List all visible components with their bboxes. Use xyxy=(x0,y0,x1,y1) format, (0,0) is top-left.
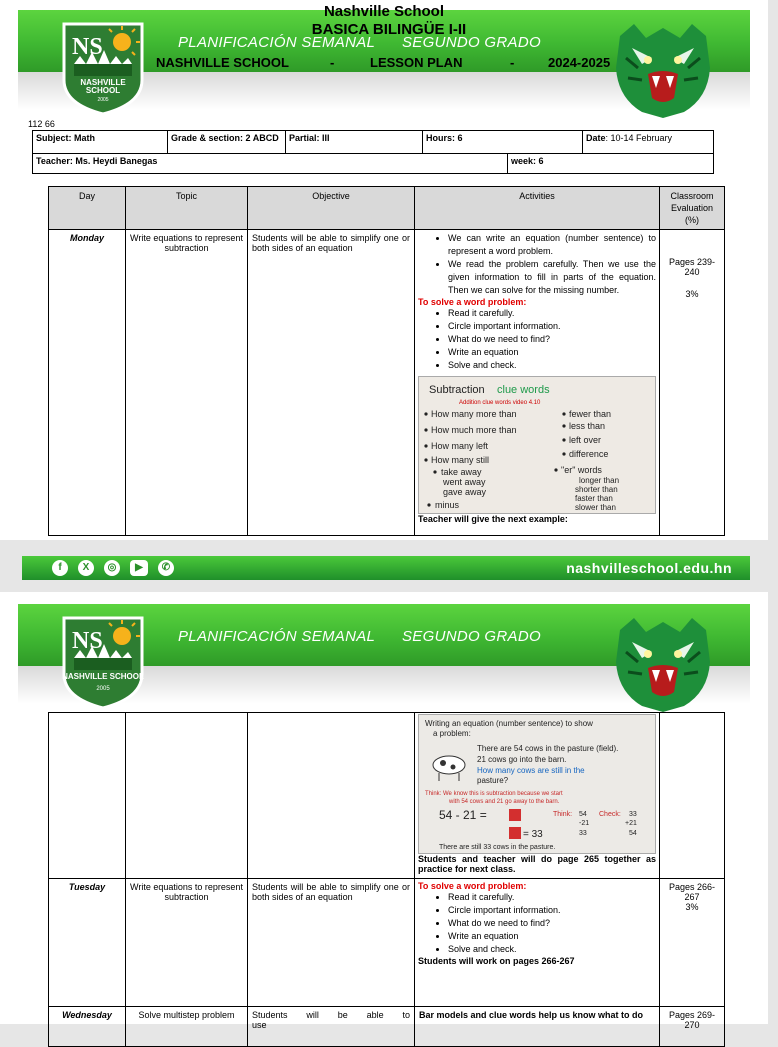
school-logo-icon xyxy=(58,20,148,116)
table-row-wednesday xyxy=(49,1007,725,1047)
eq-v3: 33 xyxy=(579,830,587,837)
date-cell xyxy=(582,131,715,153)
clue-left-6: gave away xyxy=(443,487,487,497)
teacher-cell: Teacher: Ms. Heydi Banegas xyxy=(36,156,158,166)
word-problem-title: To solve a word problem: xyxy=(418,881,527,891)
clue-right-7: faster than xyxy=(575,494,613,503)
eval-pct-monday: 3% xyxy=(685,289,699,299)
eq-result: = 33 xyxy=(523,829,543,840)
website-url[interactable]: nashvilleschool.edu.hn xyxy=(566,560,732,576)
subject-cell: Subject: Math xyxy=(36,133,96,143)
eq-c1: 33 xyxy=(629,811,637,818)
planificacion-title: PLANIFICACIÓN SEMANAL xyxy=(178,34,376,51)
clue-left-5: went away xyxy=(443,477,486,487)
word-problem-title: To solve a word problem: xyxy=(418,297,527,307)
eq-line-2: a problem: xyxy=(433,729,471,738)
list-item: • Read it carefully. xyxy=(448,891,656,904)
evaluation-empty xyxy=(660,713,725,879)
list-item: • Solve and check. xyxy=(448,359,656,372)
eq-expression: 54 - 21 = xyxy=(439,808,487,822)
eq-problem-2: 21 cows go into the barn. xyxy=(477,755,567,764)
eq-problem-1: There are 54 cows in the pasture (field). xyxy=(477,744,619,753)
table-row-monday xyxy=(49,230,725,536)
objective-empty xyxy=(248,713,415,879)
footer-bar xyxy=(22,556,750,580)
objective-wednesday: Students will be able to use xyxy=(248,1007,415,1047)
document-code: 112 66 xyxy=(28,119,55,129)
eval-pages-wednesday: Pages 269-270 xyxy=(660,1007,725,1047)
table-row-tuesday xyxy=(49,879,725,1007)
clue-left-4: take away xyxy=(441,467,482,477)
list-item: • We can write an equation (number sentence) to represent a word problem. xyxy=(448,232,656,258)
day-tuesday: Tuesday xyxy=(49,879,126,1007)
logo-year: 2005 xyxy=(96,686,110,692)
school-year: 2024-2025 xyxy=(548,55,611,70)
lesson-plan-label: LESSON PLAN xyxy=(370,55,463,70)
eval-pages-tuesday: Pages 266-267 xyxy=(668,882,716,902)
list-item: • Read it carefully. xyxy=(448,307,656,320)
school-name: Nashville School xyxy=(323,3,445,20)
monday-closing: Teacher will give the next example: xyxy=(418,514,568,524)
list-item: • Write an equation xyxy=(448,346,656,359)
tuesday-steps xyxy=(418,891,656,956)
day-wednesday: Wednesday xyxy=(49,1007,126,1047)
clue-left-3: How many still xyxy=(431,455,490,465)
plan-table-page-1 xyxy=(48,186,725,536)
clue-left-1: How much more than xyxy=(431,425,517,435)
plan-table-page-2 xyxy=(48,712,725,1047)
clue-right-2: left over xyxy=(569,435,602,445)
day-empty xyxy=(49,713,126,879)
topic-empty xyxy=(126,713,248,879)
eq-line-1: Writing an equation (number sentence) to show xyxy=(425,719,593,728)
list-item: • What do we need to find? xyxy=(448,333,656,346)
day-monday: Monday xyxy=(49,230,126,536)
clue-left-7: minus xyxy=(435,500,460,510)
grade-section-cell: Grade & section: 2 ABCD xyxy=(167,131,285,153)
list-item: • Write an equation xyxy=(448,930,656,943)
clue-right-3: difference xyxy=(569,449,609,459)
monday-steps xyxy=(418,307,656,372)
activities-continuation xyxy=(415,713,660,879)
date-value: : 10-14 February xyxy=(605,133,673,143)
eq-c3: 54 xyxy=(629,830,637,837)
equation-photo xyxy=(418,714,656,854)
logo-text: NASHVILLE SCHOOL xyxy=(62,672,144,681)
lesson-dash-2: - xyxy=(510,55,515,70)
clue-words-photo xyxy=(418,376,656,514)
x-icon[interactable]: X xyxy=(78,560,94,576)
activities-monday xyxy=(415,230,660,536)
date-label: Date xyxy=(586,133,606,143)
tuesday-closing: Students will work on pages 266-267 xyxy=(418,956,575,966)
week-cell: week: 6 xyxy=(507,154,715,173)
list-item: • Solve and check. xyxy=(448,943,656,956)
clue-words-title-2: clue words xyxy=(497,384,550,396)
eq-problem-4: pasture? xyxy=(477,776,509,785)
svg-text:SCHOOL: SCHOOL xyxy=(85,86,121,95)
planificacion-title-2: PLANIFICACIÓN SEMANAL xyxy=(178,628,376,645)
svg-text:NASHVILLE: NASHVILLE xyxy=(80,78,126,87)
info-row-2 xyxy=(32,154,714,174)
clue-right-8: slower than xyxy=(575,503,616,512)
clue-right-4: "er" words xyxy=(561,465,602,475)
objective-monday: Students will be able to simplify one or both sides of an equation xyxy=(248,230,415,536)
grade-title-2: SEGUNDO GRADO xyxy=(402,628,541,645)
eq-check-label: Check: xyxy=(599,811,621,818)
activities-tuesday xyxy=(415,879,660,1007)
hours-cell: Hours: 6 xyxy=(422,131,582,153)
table-row-continuation xyxy=(49,713,725,879)
topic-tuesday: Write equations to represent subtraction xyxy=(126,879,248,1007)
list-item: • We read the problem carefully. Then we use the given information to fill in parts of the equation. Then we can solve for the missing number. xyxy=(448,258,656,297)
continuation-closing: Students and teacher will do page 265 together as practice for next class. xyxy=(418,854,656,874)
header-activities: Activities xyxy=(415,187,660,230)
eq-v1: 54 xyxy=(579,811,587,818)
header-objective: Objective xyxy=(248,187,415,230)
clue-right-6: shorter than xyxy=(575,485,618,494)
list-item: • Circle important information. xyxy=(448,904,656,917)
monday-bullets xyxy=(418,232,656,297)
grade-title: SEGUNDO GRADO xyxy=(402,34,541,51)
list-item: • What do we need to find? xyxy=(448,917,656,930)
whatsapp-icon[interactable]: ✆ xyxy=(158,560,174,576)
eval-pct-tuesday: 3% xyxy=(685,902,699,912)
clue-words-title: Subtraction xyxy=(429,384,485,396)
eq-think-2: with 54 cows and 21 go away to the barn. xyxy=(449,799,560,805)
clue-right-0: fewer than xyxy=(569,409,612,419)
svg-text:NS: NS xyxy=(72,34,103,60)
header-day: Day xyxy=(49,187,126,230)
partial-cell: Partial: III xyxy=(285,131,422,153)
eq-problem-3: How many cows are still in the xyxy=(477,766,585,775)
eq-c2: +21 xyxy=(625,820,637,827)
youtube-icon[interactable]: ▶ xyxy=(130,560,148,576)
list-item: • Circle important information. xyxy=(448,320,656,333)
clue-right-1: less than xyxy=(569,421,606,431)
evaluation-monday xyxy=(660,230,725,536)
eq-think-1: Think: We know this is subtraction because we start xyxy=(425,791,563,797)
facebook-icon[interactable]: f xyxy=(52,560,68,576)
topic-wednesday: Solve multistep problem xyxy=(126,1007,248,1047)
instagram-icon[interactable]: ◎ xyxy=(104,560,120,576)
clue-words-subtitle: Addition clue words video 4.10 xyxy=(459,400,541,406)
header-evaluation: Classroom Evaluation (%) xyxy=(660,187,725,230)
info-row-1 xyxy=(32,130,714,154)
activities-wednesday: Bar models and clue words help us know what to do xyxy=(415,1007,660,1047)
objective-tuesday: Students will be able to simplify one or both sides of an equation xyxy=(248,879,415,1007)
school-logo-icon xyxy=(58,614,148,710)
page-2 xyxy=(0,592,768,1030)
tiger-mascot-icon xyxy=(612,18,714,118)
eq-think-label: Think: xyxy=(553,811,573,818)
svg-text:2005: 2005 xyxy=(97,97,109,103)
lesson-dash-1: - xyxy=(330,55,335,70)
clue-left-2: How many left xyxy=(431,441,489,451)
table-header-row xyxy=(49,187,725,230)
eq-answer: There are still 33 cows in the pasture. xyxy=(439,844,556,851)
topic-monday: Write equations to represent subtraction xyxy=(126,230,248,536)
eq-v2: -21 xyxy=(579,820,590,827)
lesson-school: NASHVILLE SCHOOL xyxy=(156,55,289,70)
eval-pages-monday: Pages 239-240 xyxy=(668,257,716,277)
evaluation-tuesday xyxy=(660,879,725,1007)
program-name: BASICA BILINGÜE I-II xyxy=(311,21,467,38)
clue-left-0: How many more than xyxy=(431,409,517,419)
svg-text:NS: NS xyxy=(72,628,103,654)
tiger-mascot-icon xyxy=(612,612,714,712)
header-topic: Topic xyxy=(126,187,248,230)
clue-right-5: longer than xyxy=(579,476,620,485)
